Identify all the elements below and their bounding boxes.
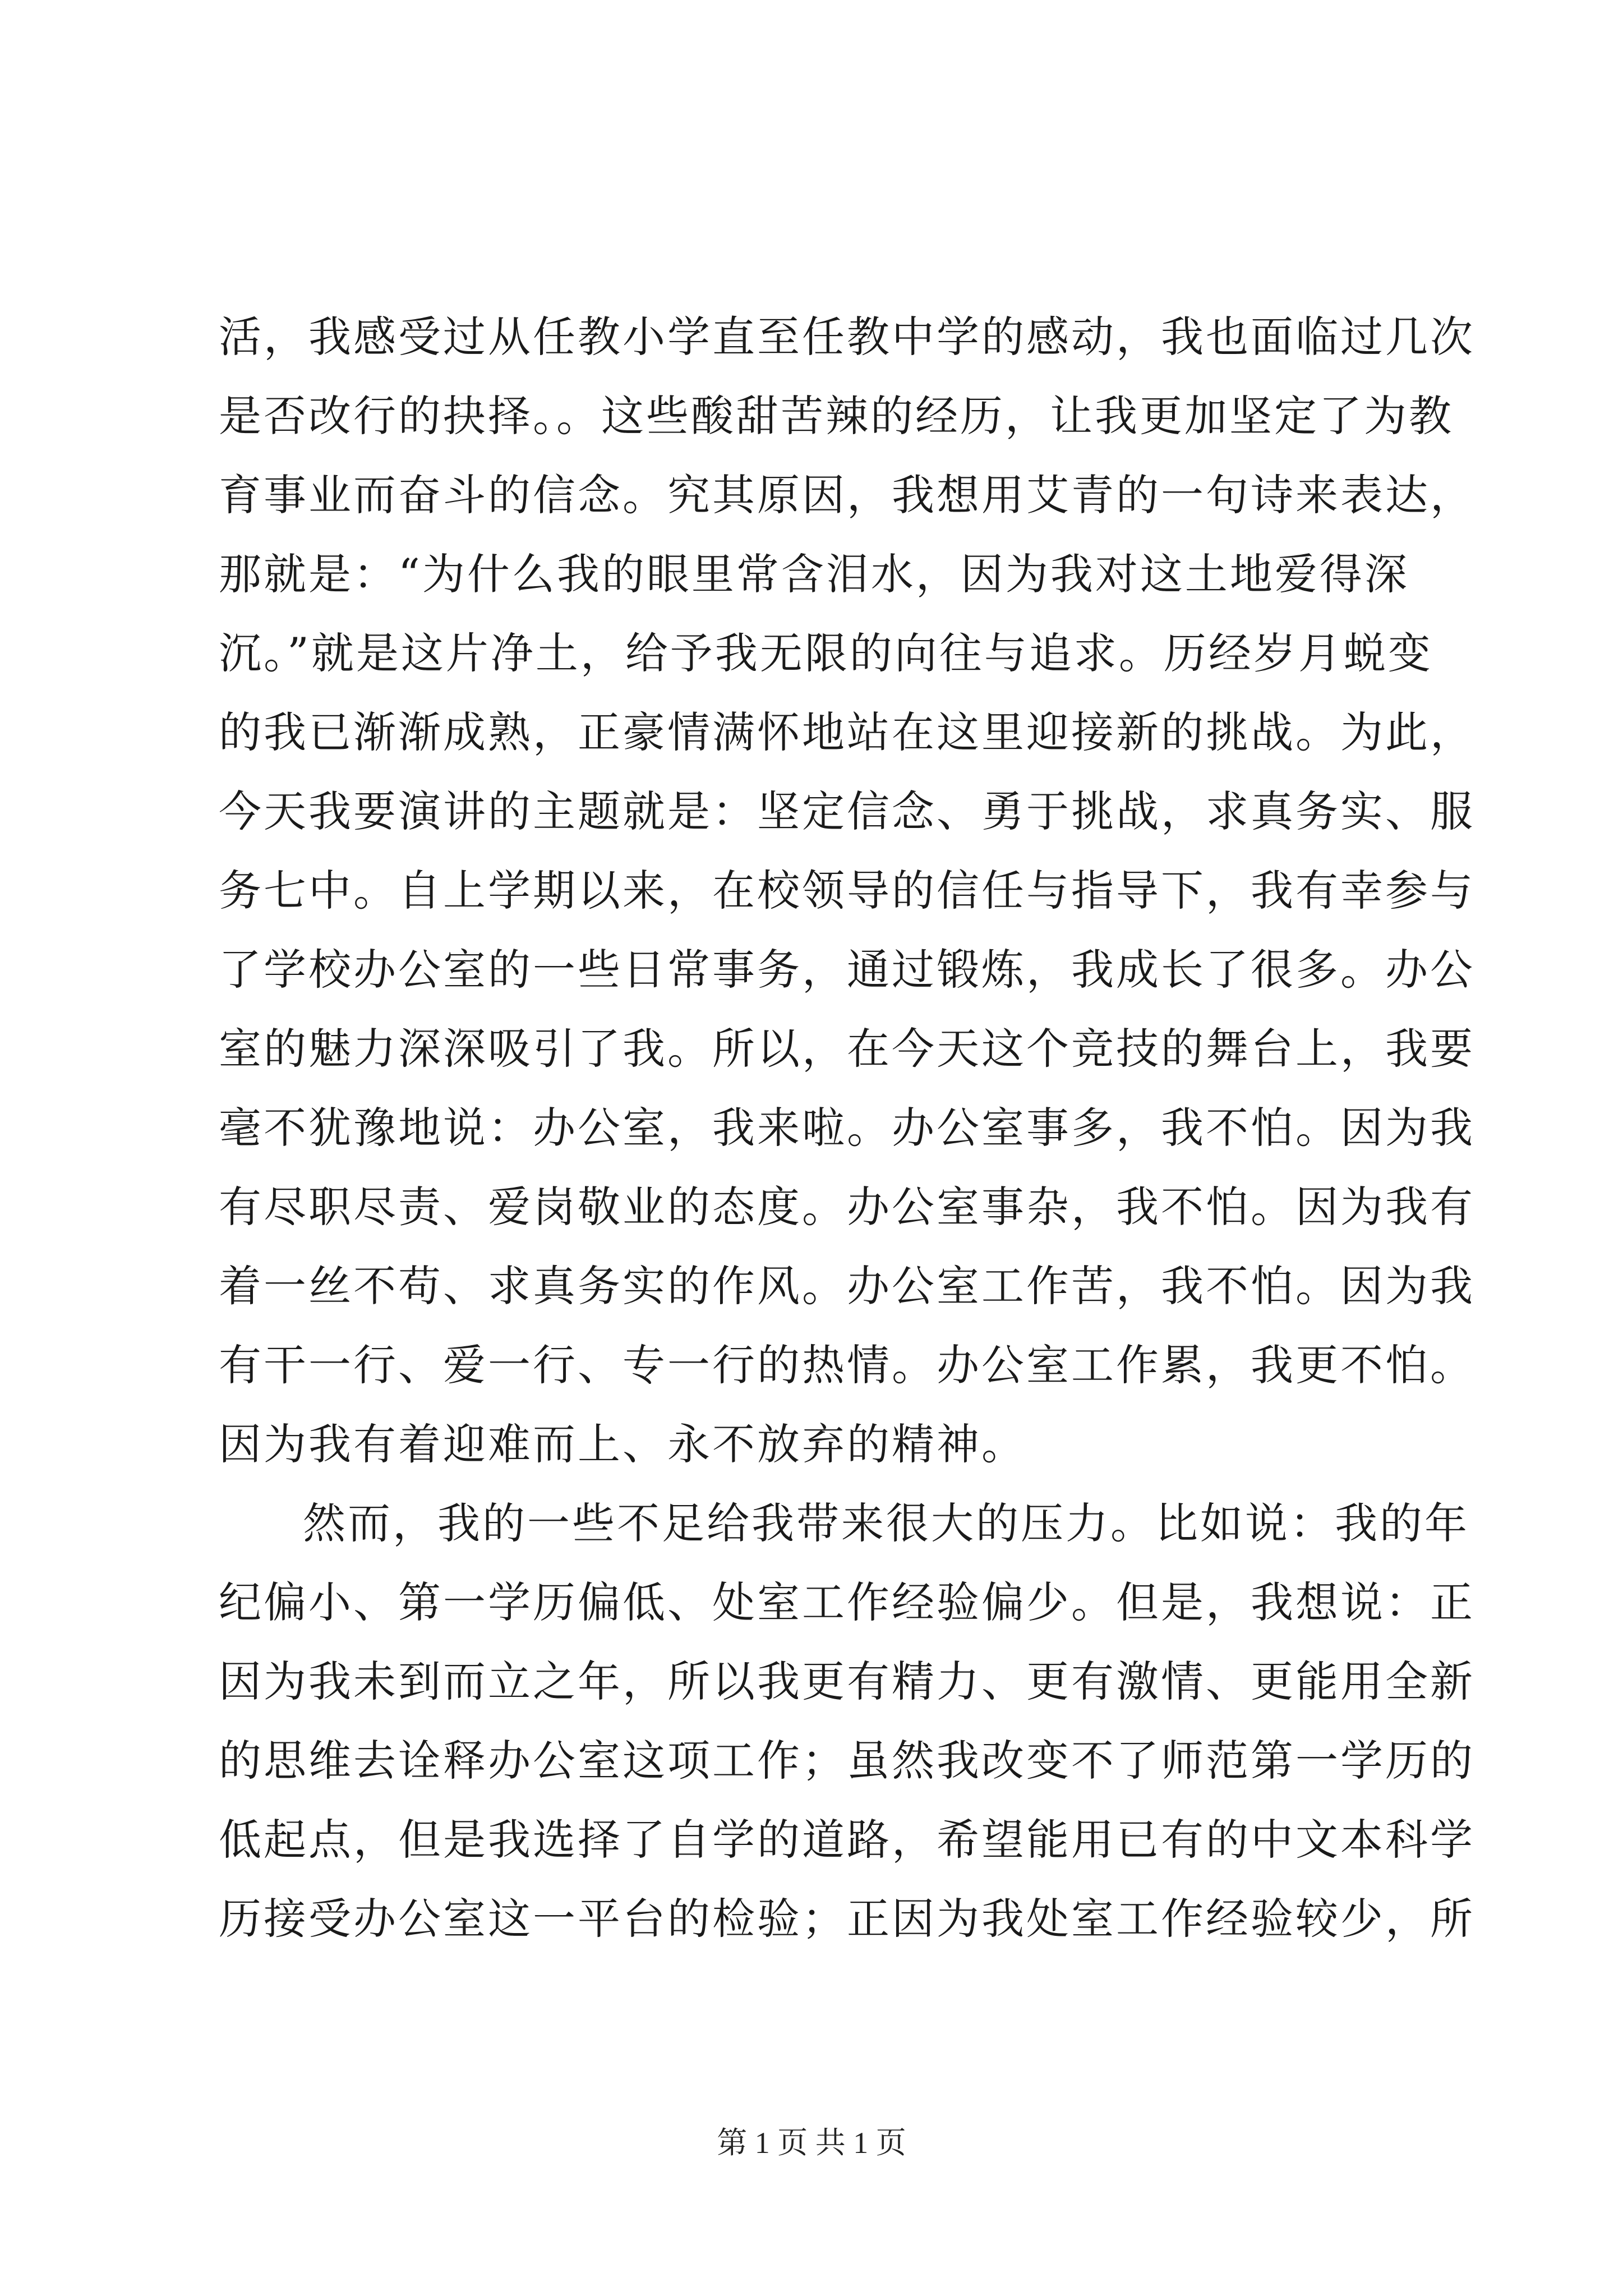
text-line: 活，我感受过从任教小学直至任教中学的感动，我也面临过几次 — [219, 312, 1475, 362]
text-line: 历接受办公室这一平台的检验；正因为我处室工作经验较少，所 — [219, 1894, 1475, 1944]
text-line: 今天我要演讲的主题就是：坚定信念、勇于挑战，求真务实、服 — [219, 786, 1475, 836]
text-line: 了学校办公室的一些日常事务，通过锻炼，我成长了很多。办公 — [219, 945, 1475, 995]
text-line: 着一丝不苟、求真务实的作风。办公室工作苦，我不怕。因为我 — [219, 1261, 1475, 1311]
text-line: 室的魅力深深吸引了我。所以，在今天这个竞技的舞台上，我要 — [219, 1024, 1475, 1074]
text-line: 因为我未到而立之年，所以我更有精力、更有激情、更能用全新 — [219, 1657, 1475, 1706]
text-line: 有尽职尽责、爱岗敬业的态度。办公室事杂，我不怕。因为我有 — [219, 1182, 1475, 1232]
text-line: 的我已渐渐成熟，正豪情满怀地站在这里迎接新的挑战。为此， — [219, 707, 1475, 757]
page-number-footer: 第 1 页 共 1 页 — [717, 2126, 906, 2160]
body-text — [219, 297, 1475, 1958]
text-line: 那就是：“为什么我的眼里常含泪水，因为我对这土地爱得深 — [219, 549, 1409, 599]
text-line: 毫不犹豫地说：办公室，我来啦。办公室事多，我不怕。因为我 — [219, 1103, 1475, 1153]
text-line: 因为我有着迎难而上、永不放弃的精神。 — [219, 1419, 1026, 1469]
paragraph-start-line: 然而，我的一些不足给我带来很大的压力。比如说：我的年 — [303, 1498, 1469, 1548]
text-line: 低起点，但是我选择了自学的道路，希望能用已有的中文本科学 — [219, 1815, 1475, 1865]
text-line: 育事业而奋斗的信念。究其原因，我想用艾青的一句诗来表达， — [219, 470, 1475, 520]
text-line: 纪偏小、第一学历偏低、处室工作经验偏少。但是，我想说：正 — [219, 1577, 1475, 1627]
text-line: 沉。”就是这片净土，给予我无限的向往与追求。历经岁月蜕变 — [219, 628, 1433, 678]
text-line: 务七中。自上学期以来，在校领导的信任与指导下，我有幸参与 — [219, 866, 1475, 915]
text-line: 有干一行、爱一行、专一行的热情。办公室工作累，我更不怕。 — [219, 1340, 1475, 1390]
text-line: 的思维去诠释办公室这项工作；虽然我改变不了师范第一学历的 — [219, 1736, 1475, 1786]
text-line: 是否改行的抉择。。这些酸甜苦辣的经历，让我更加坚定了为教 — [219, 391, 1454, 441]
